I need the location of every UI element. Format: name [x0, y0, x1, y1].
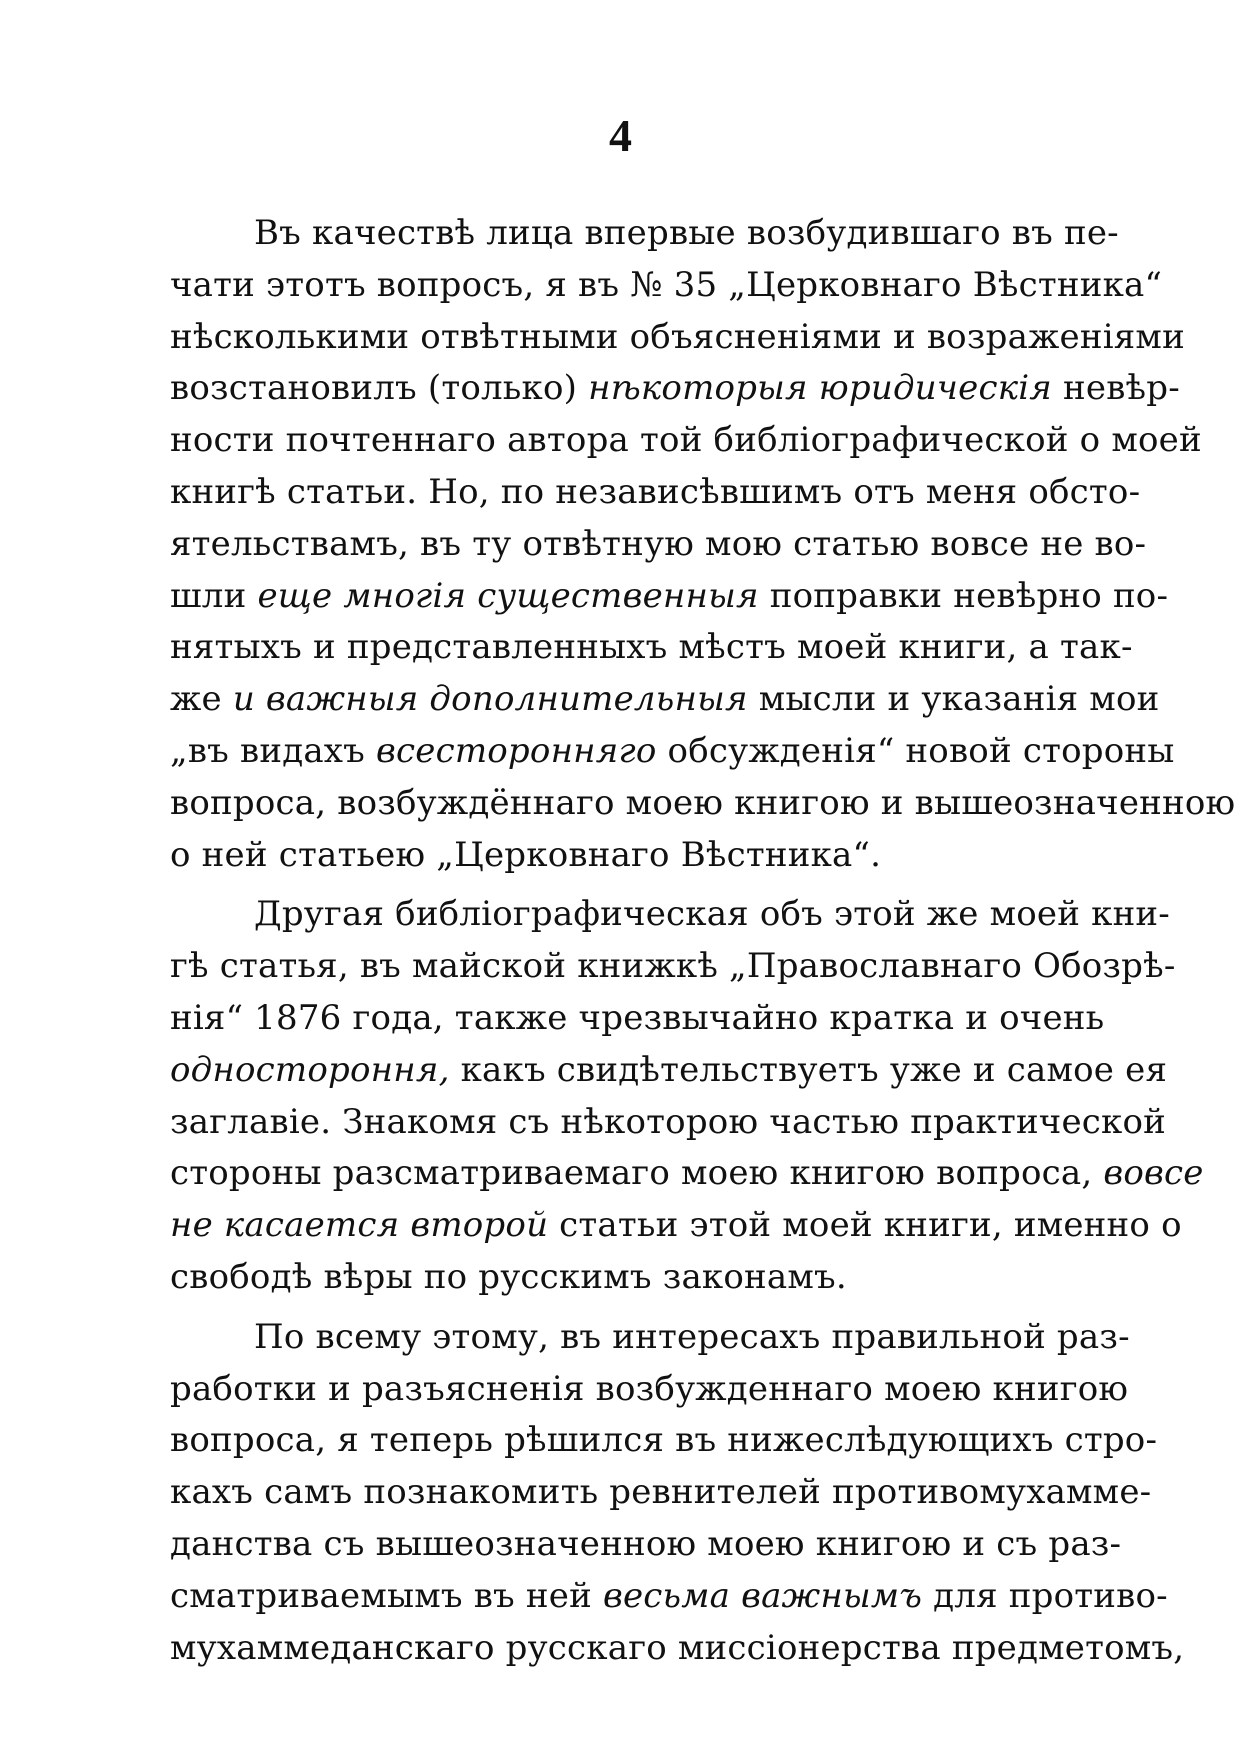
text-segment: мухаммеданскаго русскаго миссіонерства предметомъ,	[170, 1627, 1185, 1668]
text-line	[170, 363, 1180, 415]
text-segment: свободѣ вѣры по русскимъ законамъ.	[170, 1256, 847, 1297]
text-line	[170, 1571, 1168, 1623]
text-segment: поправки невѣрно по-	[758, 575, 1169, 616]
text-line	[170, 208, 1119, 260]
text-segment: кахъ самъ познакомить ревнителей противомухамме-	[170, 1472, 1152, 1513]
text-line	[170, 260, 1163, 312]
text-line	[170, 889, 1170, 941]
text-segment: статьи этой моей книги, именно о	[548, 1205, 1182, 1246]
text-segment: сматриваемымъ въ ней	[170, 1575, 603, 1616]
text-segment: вопроса, возбуждённаго моею книгою и вышеозначенною	[170, 782, 1236, 823]
text-line	[170, 1252, 1070, 1304]
text-line	[170, 571, 1169, 623]
text-segment: гѣ статья, въ майской книжкѣ „Православнаго Обозрѣ-	[170, 946, 1176, 987]
text-line	[170, 1312, 1130, 1364]
italic-emphasis: нѣкоторыя юридическія	[588, 368, 1053, 409]
italic-emphasis: всесторонняго	[376, 730, 657, 771]
text-segment: чати этотъ вопросъ, я въ № 35 „Церковнаго Вѣстника“	[170, 264, 1163, 305]
text-line	[170, 674, 1160, 726]
text-segment: Другая библіографическая объ этой же моей кни-	[254, 894, 1170, 935]
text-line	[170, 778, 1236, 830]
text-line	[170, 1097, 1167, 1149]
text-segment: стороны разсматриваемаго моею книгою вопроса,	[170, 1153, 1104, 1194]
text-segment: невѣр-	[1052, 368, 1180, 409]
text-line	[170, 1364, 1129, 1416]
italic-emphasis: еще многія существенныя	[257, 575, 759, 616]
body-text	[170, 208, 1236, 1674]
text-segment: о ней статьею „Церковнаго Вѣстника“.	[170, 834, 882, 875]
text-segment: для противо-	[922, 1575, 1168, 1616]
text-line	[170, 519, 1147, 571]
text-segment: По всему этому, въ интересахъ правильной раз-	[254, 1316, 1130, 1357]
text-segment: мысли и указанія мои	[747, 679, 1160, 720]
text-segment: же	[170, 679, 233, 720]
text-segment: обсужденія“ новой стороны	[656, 730, 1175, 771]
text-segment: возстановилъ (только)	[170, 368, 589, 409]
text-segment: ности почтеннаго автора той библіографической о моей	[170, 420, 1202, 461]
text-line	[170, 1467, 1152, 1519]
italic-emphasis: весьма важнымъ	[602, 1575, 923, 1616]
text-segment: вопроса, я теперь рѣшился въ нижеслѣдующихъ стро-	[170, 1420, 1158, 1461]
text-segment: ятельствамъ, въ ту отвѣтную мою статью вовсе не во-	[170, 523, 1147, 564]
italic-emphasis: не касается второй	[170, 1205, 549, 1246]
text-segment: нія“ 1876 года, также чрезвычайно кратка и очень	[170, 997, 1105, 1038]
text-line	[170, 312, 1185, 364]
text-line	[170, 1200, 1182, 1252]
paragraph-gap	[170, 1304, 1070, 1312]
text-line	[170, 941, 1176, 993]
text-line	[170, 993, 1105, 1045]
italic-emphasis: одностороння,	[170, 1049, 450, 1090]
text-segment: Въ качествѣ лица впервые возбудившаго въ пе-	[254, 213, 1119, 253]
text-segment: данства съ вышеозначенною моею книгою и съ раз-	[170, 1523, 1122, 1564]
text-line	[170, 726, 1175, 778]
text-line	[170, 1045, 1168, 1097]
italic-emphasis: вовсе	[1103, 1153, 1204, 1194]
text-line	[170, 467, 1141, 519]
text-line	[170, 415, 1202, 467]
text-segment: работки и разъясненія возбужденнаго моею книгою	[170, 1368, 1129, 1409]
text-segment: нятыхъ и представленныхъ мѣстъ моей книги, а так-	[170, 627, 1133, 668]
text-line	[170, 1415, 1158, 1467]
text-segment: заглавіе. Знакомя съ нѣкоторою частью практической	[170, 1101, 1167, 1142]
text-line	[170, 1519, 1122, 1571]
paragraph-gap	[170, 881, 1070, 889]
page-number: 4	[609, 110, 632, 161]
text-segment: книгѣ статьи. Но, по независѣвшимъ отъ меня обсто-	[170, 471, 1141, 512]
text-line	[170, 830, 1070, 882]
text-line	[170, 622, 1133, 674]
text-segment: какъ свидѣтельствуетъ уже и самое ея	[449, 1049, 1168, 1090]
text-line	[170, 1623, 1185, 1675]
text-line	[170, 1148, 1204, 1200]
text-segment: шли	[170, 575, 258, 616]
text-segment: нѣсколькими отвѣтными объясненіями и возраженіями	[170, 316, 1185, 357]
italic-emphasis: и важныя дополнительныя	[232, 679, 748, 720]
text-segment: „въ видахъ	[170, 730, 377, 771]
